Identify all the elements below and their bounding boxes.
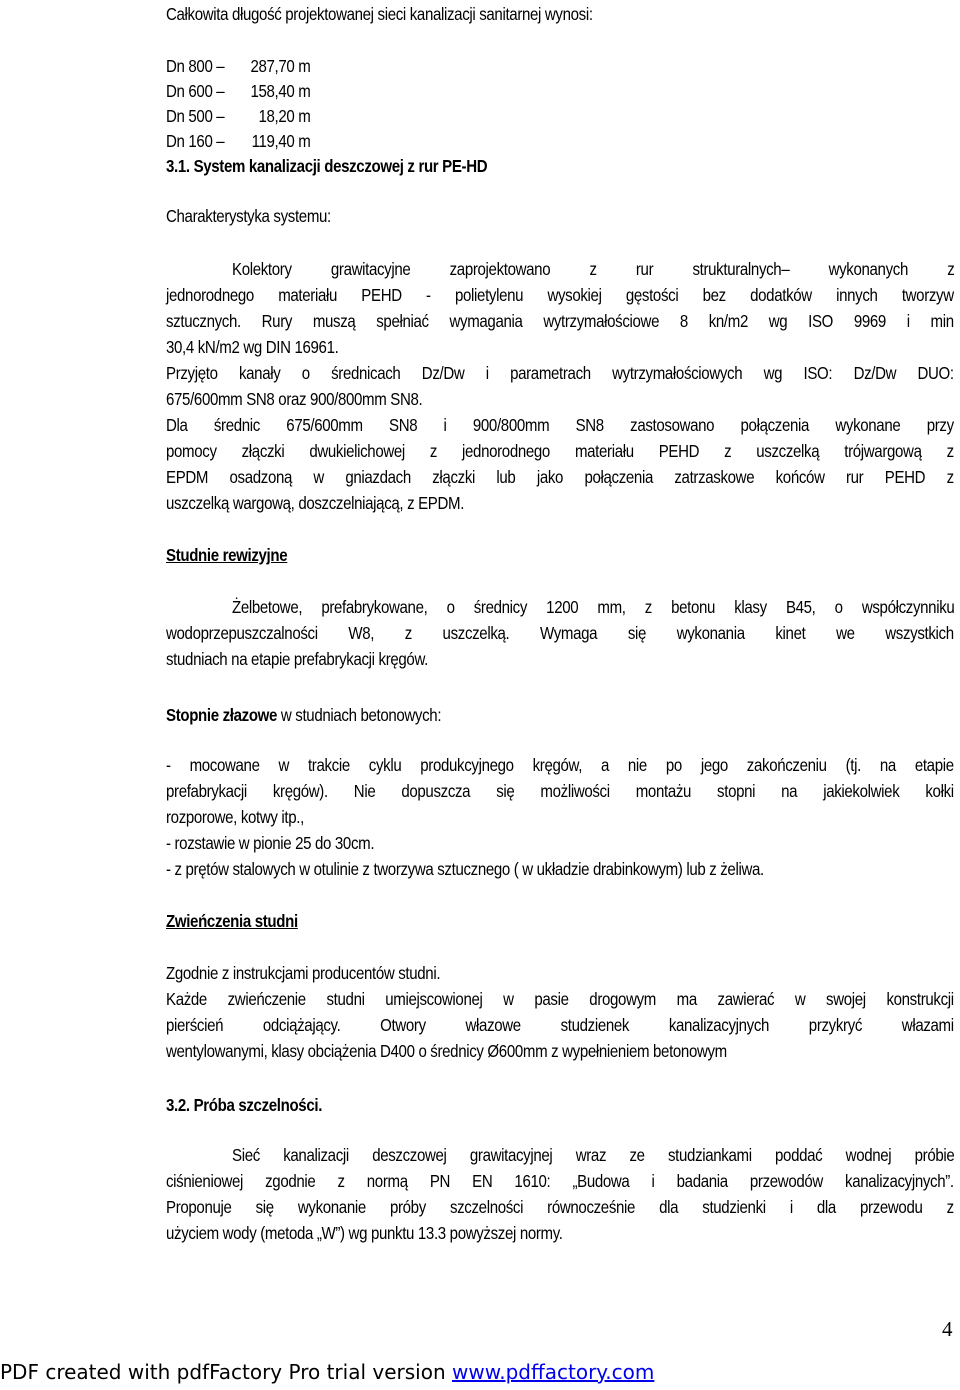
length-value: 18,20 m (258, 106, 311, 126)
paragraph-line: EPDM osadzoną w gniazdach złączki lub jako połączenia zatrzaskowe końców rur PEHD z (166, 467, 954, 487)
paragraph-line: Zgodnie z instrukcjami producentów studni. (166, 963, 441, 983)
paragraph-line: Sieć kanalizacji deszczowej grawitacyjnej wraz ze studziankami poddać wodnej próbie (232, 1145, 955, 1165)
paragraph-line: studniach na etapie prefabrykacji kręgów. (166, 649, 428, 669)
paragraph-line: Kolektory grawitacyjne zaprojektowano z rur strukturalnych– wykonanych z (232, 259, 955, 279)
paragraph-line: wodoprzepuszczalności W8, z uszczelką. Wymaga się wykonania kinet we wszystkich (166, 623, 954, 643)
length-dn: Dn 800 – (166, 56, 225, 76)
paragraph-line: pierścień odciążający. Otwory włazowe studzienek kanalizacyjnych przykryć włazami (166, 1015, 954, 1035)
length-value: 158,40 m (250, 81, 311, 101)
paragraph-line: - z prętów stalowych w otulinie z tworzywa sztucznego ( w układzie drabinkowym) lub z żeliwa. (166, 859, 764, 879)
length-value: 119,40 m (251, 131, 311, 151)
length-dn: Dn 500 – (166, 106, 225, 126)
paragraph-line: Każde zwieńczenie studni umiejscowionej w pasie drogowym ma zawierać w swojej konstrukcji (166, 989, 954, 1009)
paragraph-line: 675/600mm SN8 oraz 900/800mm SN8. (166, 389, 423, 409)
paragraph-line: Dla średnic 675/600mm SN8 i 900/800mm SN8 zastosowano połączenia wykonane przy (166, 415, 954, 435)
stopnie-rest: w studniach betonowych: (277, 705, 442, 725)
length-value: 287,70 m (250, 56, 311, 76)
paragraph-line: rozporowe, kotwy itp., (166, 807, 304, 827)
intro-text: Całkowita długość projektowanej sieci kanalizacji sanitarnej wynosi: (166, 4, 593, 24)
paragraph-line: uszczelką wargową, doszczelniającą, z EPDM. (166, 493, 465, 513)
paragraph-line: użyciem wody (metoda „W”) wg punktu 13.3 powyższej normy. (166, 1223, 563, 1243)
paragraph-line: prefabrykacji kręgów). Nie dopuszcza się możliwości montażu stopni na jakiekolwiek kołki (166, 781, 954, 801)
paragraph-line: sztucznych. Rury muszą spełniać wymagania wytrzymałościowe 8 kn/m2 wg ISO 9969 i min (166, 311, 954, 331)
paragraph-line: - rozstawie w pionie 25 do 30cm. (166, 833, 375, 853)
section-heading: 3.2. Próba szczelności. (166, 1095, 323, 1115)
zwienczenia-heading: Zwieńczenia studni (166, 911, 298, 931)
length-dn: Dn 160 – (166, 131, 225, 151)
stopnie-line (166, 705, 954, 726)
stopnie-heading: Stopnie złazowe (166, 705, 278, 725)
subheading: Charakterystyka systemu: (166, 206, 331, 226)
pdf-footer (0, 1360, 654, 1384)
paragraph-line: Przyjęto kanały o średnicach Dz/Dw i parametrach wytrzymałościowych wg ISO: Dz/Dw DUO: (166, 363, 954, 383)
page-number: 4 (942, 1317, 953, 1341)
paragraph-line: pomocy złączki dwukielichowej z jednorodnego materiału PEHD z uszczelką trójwargową z (166, 441, 954, 461)
paragraph-line: wentylowanymi, klasy obciążenia D400 o średnicy Ø600mm z wypełnieniem betonowym (166, 1041, 727, 1061)
paragraph-line: Żelbetowe, prefabrykowane, o średnicy 1200 mm, z betonu klasy B45, o współczynniku (232, 597, 955, 617)
length-dn: Dn 600 – (166, 81, 225, 101)
footer-text: PDF created with pdfFactory Pro trial version (0, 1360, 452, 1384)
paragraph-line: ciśnieniowej zgodnie z normą PN EN 1610: „Budowa i badania przewodów kanalizacyjnych”. (166, 1171, 954, 1191)
paragraph-line: Proponuje się wykonanie próby szczelności równocześnie dla studzienki i dla przewodu z (166, 1197, 954, 1217)
footer-link[interactable]: www.pdffactory.com (451, 1360, 655, 1384)
studnie-heading: Studnie rewizyjne (166, 545, 288, 565)
paragraph-line: - mocowane w trakcie cyklu produkcyjnego kręgów, a nie po jego zakończeniu (tj. na etapie (166, 755, 954, 775)
section-heading: 3.1. System kanalizacji deszczowej z rur PE-HD (166, 156, 488, 176)
paragraph-line: jednorodnego materiału PEHD - polietylenu wysokiej gęstości bez dodatków innych tworzyw (166, 285, 954, 305)
paragraph-line: 30,4 kN/m2 wg DIN 16961. (166, 337, 339, 357)
